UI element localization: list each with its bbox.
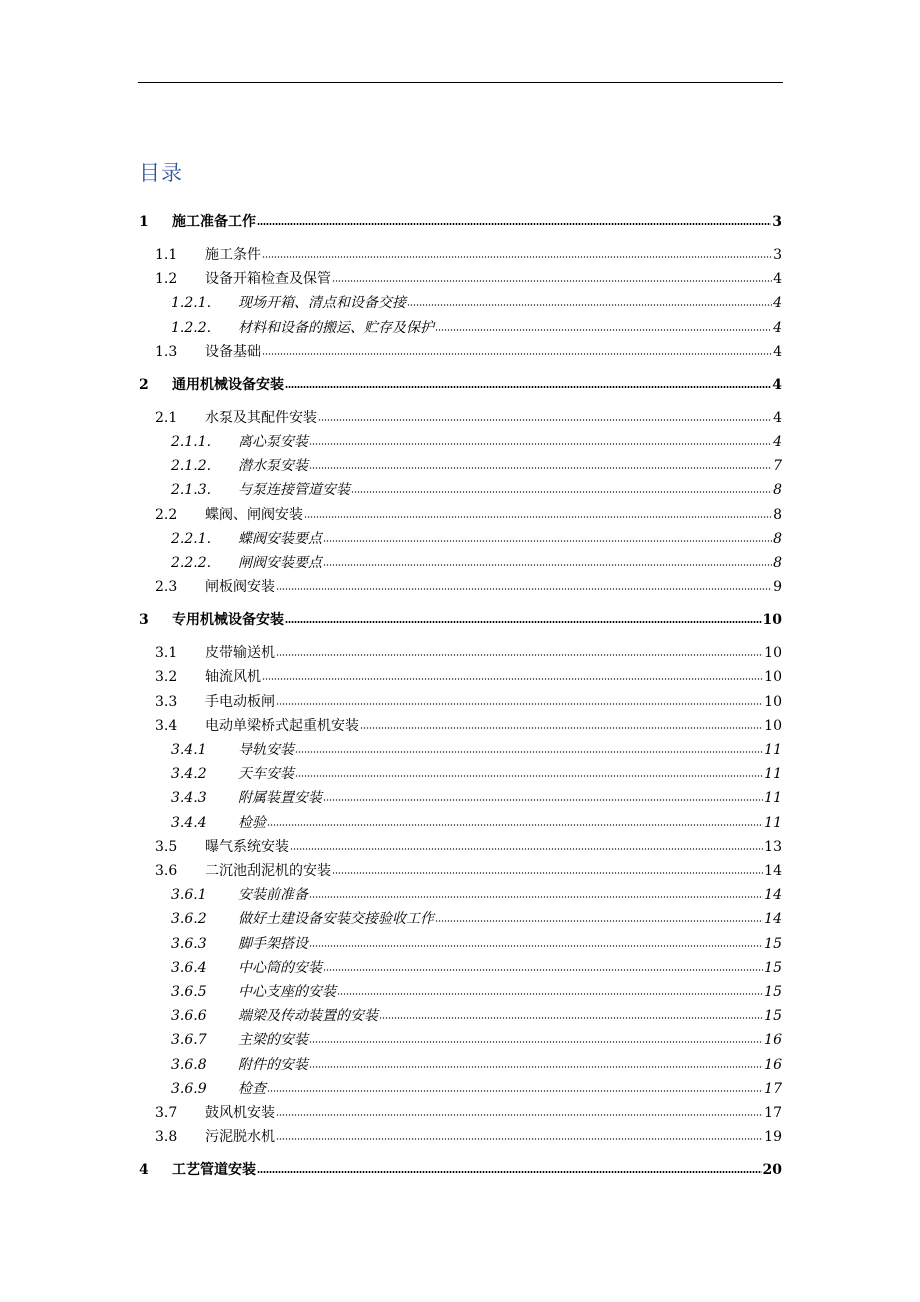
toc-entry-title: 设备开箱检查及保管 bbox=[205, 271, 331, 287]
toc-entry-3-3[interactable] bbox=[155, 690, 782, 710]
toc-entry-number: 1 bbox=[139, 214, 149, 230]
toc-entry-number: 1.1 bbox=[155, 247, 178, 263]
toc-entry-page: 4 bbox=[772, 377, 782, 393]
dot-leader bbox=[309, 1039, 763, 1045]
dot-leader bbox=[351, 489, 772, 495]
dot-leader bbox=[318, 417, 772, 423]
toc-entry-page: 4 bbox=[773, 320, 782, 336]
toc-entry-page: 17 bbox=[764, 1105, 782, 1121]
toc-entry-page: 15 bbox=[764, 960, 782, 976]
toc-entry-title: 鼓风机安装 bbox=[205, 1105, 275, 1121]
toc-entry-3-2[interactable] bbox=[155, 665, 782, 685]
toc-entry-2[interactable] bbox=[139, 373, 782, 393]
toc-entry-2-2-2[interactable] bbox=[171, 551, 782, 571]
toc-entry-title: 脚手架搭设 bbox=[238, 936, 308, 952]
toc-entry-number: 3.6.1 bbox=[171, 887, 207, 903]
toc-entry-page: 11 bbox=[764, 742, 782, 758]
toc-entry-title: 电动单梁桥式起重机安装 bbox=[205, 718, 359, 734]
dot-leader bbox=[276, 652, 763, 658]
toc-entry-3-4-3[interactable] bbox=[171, 786, 782, 806]
toc-entry-number: 3.6.5 bbox=[171, 984, 207, 1000]
toc-entry-page: 11 bbox=[764, 815, 782, 831]
toc-entry-number: 1.2.2. bbox=[171, 320, 212, 336]
toc-entry-3-5[interactable] bbox=[155, 835, 782, 855]
toc-entry-page: 7 bbox=[773, 458, 782, 474]
toc-entry-title: 闸阀安装要点 bbox=[238, 555, 322, 571]
toc-entry-title: 轴流风机 bbox=[205, 669, 261, 685]
toc-entry-number: 3.6.9 bbox=[171, 1081, 207, 1097]
toc-entry-number: 3.2 bbox=[155, 669, 178, 685]
toc-entry-page: 10 bbox=[764, 669, 782, 685]
toc-entry-3-6-3[interactable] bbox=[171, 932, 782, 952]
toc-entry-title: 附属装置安装 bbox=[238, 790, 322, 806]
toc-entry-number: 2.3 bbox=[155, 579, 178, 595]
toc-entry-number: 3.4.2 bbox=[171, 766, 207, 782]
toc-entry-number: 3.5 bbox=[155, 839, 178, 855]
toc-entry-title: 施工准备工作 bbox=[172, 214, 256, 230]
toc-entry-number: 3.4.3 bbox=[171, 790, 207, 806]
toc-entry-page: 16 bbox=[764, 1032, 782, 1048]
toc-entry-page: 8 bbox=[773, 507, 782, 523]
toc-entry-2-1-1[interactable] bbox=[171, 430, 782, 450]
toc-entry-1-2-2[interactable] bbox=[171, 316, 782, 336]
dot-leader bbox=[262, 351, 772, 357]
toc-entry-3-4-4[interactable] bbox=[171, 811, 782, 831]
toc-entry-page: 14 bbox=[764, 887, 782, 903]
toc-entry-number: 2.1 bbox=[155, 410, 178, 426]
toc-entry-title: 闸板阀安装 bbox=[205, 579, 275, 595]
toc-entry-1-2-1[interactable] bbox=[171, 291, 782, 311]
dot-leader bbox=[435, 327, 772, 333]
toc-entry-page: 10 bbox=[764, 645, 782, 661]
toc-entry-page: 17 bbox=[764, 1081, 782, 1097]
toc-entry-page: 8 bbox=[773, 531, 782, 547]
toc-entry-number: 3.6.4 bbox=[171, 960, 207, 976]
toc-entry-number: 2.1.3. bbox=[171, 482, 212, 498]
toc-entry-title: 污泥脱水机 bbox=[205, 1129, 275, 1145]
dot-leader bbox=[276, 586, 772, 592]
dot-leader bbox=[337, 991, 763, 997]
dot-leader bbox=[262, 676, 763, 682]
toc-entry-title: 通用机械设备安装 bbox=[172, 377, 284, 393]
dot-leader bbox=[407, 302, 772, 308]
dot-leader bbox=[285, 384, 771, 390]
dot-leader bbox=[276, 1112, 763, 1118]
toc-entry-3-8[interactable] bbox=[155, 1125, 782, 1145]
toc-entry-number: 3.6.6 bbox=[171, 1008, 207, 1024]
toc-entry-3-7[interactable] bbox=[155, 1101, 782, 1121]
toc-entry-title: 专用机械设备安装 bbox=[172, 612, 284, 628]
dot-leader bbox=[285, 619, 762, 625]
toc-entry-1-1[interactable] bbox=[155, 243, 782, 263]
toc-entry-number: 2.1.2. bbox=[171, 458, 212, 474]
toc-entry-page: 11 bbox=[764, 790, 782, 806]
toc-entry-page: 3 bbox=[772, 214, 782, 230]
toc-entry-number: 3.3 bbox=[155, 694, 178, 710]
toc-entry-page: 8 bbox=[773, 555, 782, 571]
dot-leader bbox=[304, 514, 772, 520]
toc-entry-1-2[interactable] bbox=[155, 267, 782, 287]
toc-entry-title: 现场开箱、清点和设备交接 bbox=[238, 295, 406, 311]
dot-leader bbox=[257, 1169, 762, 1175]
toc-entry-1-3[interactable] bbox=[155, 340, 782, 360]
toc-entry-title: 材料和设备的搬运、贮存及保护 bbox=[238, 320, 434, 336]
toc-entry-2-3[interactable] bbox=[155, 575, 782, 595]
toc-entry-title: 工艺管道安装 bbox=[172, 1162, 256, 1178]
toc-entry-title: 二沉池刮泥机的安装 bbox=[205, 863, 331, 879]
toc-entry-3-1[interactable] bbox=[155, 641, 782, 661]
toc-entry-number: 2.1.1. bbox=[171, 434, 212, 450]
dot-leader bbox=[323, 797, 763, 803]
toc-entry-number: 3 bbox=[139, 612, 149, 628]
toc-entry-2-2-1[interactable] bbox=[171, 527, 782, 547]
toc-entry-title: 手电动板闸 bbox=[205, 694, 275, 710]
toc-entry-page: 4 bbox=[773, 344, 782, 360]
toc-entry-title: 皮带输送机 bbox=[205, 645, 275, 661]
toc-entry-title: 设备基础 bbox=[205, 344, 261, 360]
toc-entry-3-6-4[interactable] bbox=[171, 956, 782, 976]
toc-entry-page: 20 bbox=[762, 1162, 782, 1178]
toc-entry-page: 15 bbox=[764, 984, 782, 1000]
toc-entry-page: 3 bbox=[773, 247, 782, 263]
dot-leader bbox=[323, 967, 763, 973]
dot-leader bbox=[379, 1015, 763, 1021]
toc-entry-page: 14 bbox=[764, 911, 782, 927]
toc-entry-number: 3.6.7 bbox=[171, 1032, 207, 1048]
toc-entry-title: 导轨安装 bbox=[238, 742, 294, 758]
toc-entry-3[interactable] bbox=[139, 608, 782, 628]
toc-entry-3-6-2[interactable] bbox=[171, 907, 782, 927]
toc-entry-page: 11 bbox=[764, 766, 782, 782]
toc-entry-page: 9 bbox=[773, 579, 782, 595]
dot-leader bbox=[360, 725, 763, 731]
toc-entry-3-6-6[interactable] bbox=[171, 1004, 782, 1024]
toc-entry-title: 中心筒的安装 bbox=[238, 960, 322, 976]
toc-entry-page: 4 bbox=[773, 295, 782, 311]
toc-entry-page: 10 bbox=[762, 612, 782, 628]
dot-leader bbox=[295, 749, 763, 755]
dot-leader bbox=[309, 943, 763, 949]
toc-entry-number: 3.7 bbox=[155, 1105, 178, 1121]
toc-entry-title: 检查 bbox=[238, 1081, 266, 1097]
toc-entry-page: 14 bbox=[764, 863, 782, 879]
toc-entry-3-6-1[interactable] bbox=[171, 883, 782, 903]
toc-entry-3-4-2[interactable] bbox=[171, 762, 782, 782]
toc-entry-number: 3.8 bbox=[155, 1129, 178, 1145]
toc-entry-page: 8 bbox=[773, 482, 782, 498]
toc-entry-number: 1.2 bbox=[155, 271, 178, 287]
toc-entry-3-4-1[interactable] bbox=[171, 738, 782, 758]
dot-leader bbox=[257, 221, 771, 227]
toc-entry-title: 离心泵安装 bbox=[238, 434, 308, 450]
dot-leader bbox=[267, 822, 763, 828]
toc-entry-page: 13 bbox=[764, 839, 782, 855]
dot-leader bbox=[262, 254, 772, 260]
toc-entry-title: 与泵连接管道安装 bbox=[238, 482, 350, 498]
toc-entry-number: 3.6.3 bbox=[171, 936, 207, 952]
toc-entry-4[interactable] bbox=[139, 1158, 782, 1178]
toc-entry-page: 4 bbox=[773, 410, 782, 426]
dot-leader bbox=[276, 1136, 763, 1142]
toc-entry-title: 中心支座的安装 bbox=[238, 984, 336, 1000]
dot-leader bbox=[309, 465, 772, 471]
toc-entry-number: 2.2.1. bbox=[171, 531, 212, 547]
toc-entry-page: 19 bbox=[764, 1129, 782, 1145]
dot-leader bbox=[309, 441, 772, 447]
toc-entry-title: 主梁的安装 bbox=[238, 1032, 308, 1048]
header-rule bbox=[138, 82, 783, 83]
toc-entry-number: 1.2.1. bbox=[171, 295, 212, 311]
toc-entry-page: 4 bbox=[773, 434, 782, 450]
toc-entry-number: 3.6.8 bbox=[171, 1057, 207, 1073]
dot-leader bbox=[332, 278, 772, 284]
toc-entry-3-6-8[interactable] bbox=[171, 1053, 782, 1073]
toc-entry-2-1-3[interactable] bbox=[171, 478, 782, 498]
dot-leader bbox=[323, 562, 772, 568]
toc-entry-3-6-9[interactable] bbox=[171, 1077, 782, 1097]
dot-leader bbox=[323, 538, 772, 544]
toc-entry-number: 2.2.2. bbox=[171, 555, 212, 571]
toc-entry-number: 2.2 bbox=[155, 507, 178, 523]
toc-entry-1[interactable] bbox=[139, 210, 782, 230]
toc-entry-3-4[interactable] bbox=[155, 714, 782, 734]
toc-entry-title: 检验 bbox=[238, 815, 266, 831]
toc-entry-3-6[interactable] bbox=[155, 859, 782, 879]
dot-leader bbox=[309, 894, 763, 900]
toc-entry-title: 端梁及传动装置的安装 bbox=[238, 1008, 378, 1024]
toc-entry-title: 天车安装 bbox=[238, 766, 294, 782]
toc-entry-title: 水泵及其配件安装 bbox=[205, 410, 317, 426]
toc-title: 目录 bbox=[139, 161, 183, 185]
toc-entry-title: 附件的安装 bbox=[238, 1057, 308, 1073]
toc-entry-title: 安装前准备 bbox=[238, 887, 308, 903]
toc-entry-page: 10 bbox=[764, 718, 782, 734]
toc-entry-page: 15 bbox=[764, 1008, 782, 1024]
toc-entry-2-1-2[interactable] bbox=[171, 454, 782, 474]
toc-entry-number: 1.3 bbox=[155, 344, 178, 360]
toc-entry-number: 4 bbox=[139, 1162, 149, 1178]
toc-entry-number: 2 bbox=[139, 377, 149, 393]
toc-entry-page: 4 bbox=[773, 271, 782, 287]
toc-entry-title: 蝶阀安装要点 bbox=[238, 531, 322, 547]
dot-leader bbox=[309, 1064, 763, 1070]
toc-entry-number: 3.6.2 bbox=[171, 911, 207, 927]
dot-leader bbox=[332, 870, 763, 876]
dot-leader bbox=[435, 918, 763, 924]
toc-entry-page: 16 bbox=[764, 1057, 782, 1073]
toc-entry-title: 曝气系统安装 bbox=[205, 839, 289, 855]
dot-leader bbox=[267, 1088, 763, 1094]
toc-entry-title: 蝶阀、闸阀安装 bbox=[205, 507, 303, 523]
toc-entry-3-6-7[interactable] bbox=[171, 1028, 782, 1048]
toc-entry-number: 3.4.4 bbox=[171, 815, 207, 831]
toc-entry-2-1[interactable] bbox=[155, 406, 782, 426]
toc-entry-number: 3.1 bbox=[155, 645, 178, 661]
toc-entry-page: 10 bbox=[764, 694, 782, 710]
dot-leader bbox=[290, 846, 763, 852]
toc-entry-number: 3.6 bbox=[155, 863, 178, 879]
toc-entry-number: 3.4 bbox=[155, 718, 178, 734]
toc-entry-number: 3.4.1 bbox=[171, 742, 207, 758]
toc-entry-3-6-5[interactable] bbox=[171, 980, 782, 1000]
toc-entry-title: 做好土建设备安装交接验收工作 bbox=[238, 911, 434, 927]
toc-entry-title: 潜水泵安装 bbox=[238, 458, 308, 474]
dot-leader bbox=[276, 701, 763, 707]
toc-entry-page: 15 bbox=[764, 936, 782, 952]
dot-leader bbox=[295, 773, 763, 779]
toc-entry-2-2[interactable] bbox=[155, 503, 782, 523]
toc-entry-title: 施工条件 bbox=[205, 247, 261, 263]
